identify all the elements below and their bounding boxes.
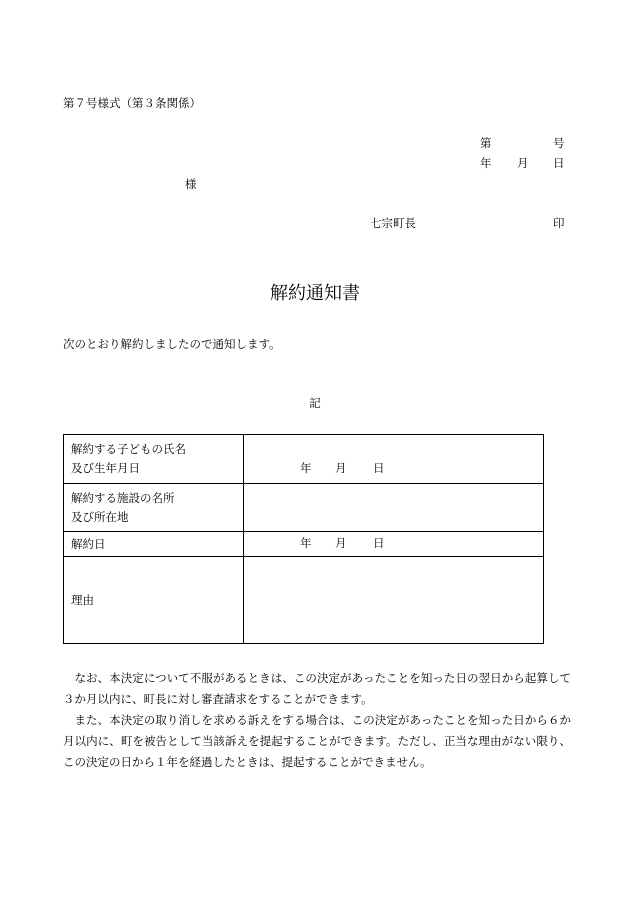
birth-year-label: 年 xyxy=(300,461,312,475)
facility-label-line1: 解約する施設の名所 xyxy=(71,490,175,505)
cancel-day-label: 日 xyxy=(373,536,385,550)
appeal-notice xyxy=(63,668,571,773)
child-label-line2: 及び生年月日 xyxy=(71,461,140,475)
table-row-cancel-date xyxy=(64,532,544,557)
ki-heading: 記 xyxy=(309,396,321,410)
table-row-child xyxy=(64,435,544,484)
birth-month-label: 月 xyxy=(335,461,347,475)
document-title: 解約通知書 xyxy=(270,283,360,304)
issue-date-month: 月 xyxy=(517,156,529,170)
facility-label-line2: 及び所在地 xyxy=(71,509,129,524)
appeal-notice-paragraph-1: なお、本決定について不服があるときは、この決定があったことを知った日の翌日から起算して３か月以内に、町長に対し審査請求をすることができます。 xyxy=(63,671,571,706)
document-number-prefix: 第 xyxy=(480,136,492,150)
cancel-month-label: 月 xyxy=(335,536,347,550)
table-row-facility xyxy=(64,484,544,532)
cancel-date-label: 解約日 xyxy=(64,532,244,557)
issue-date-year: 年 xyxy=(480,156,492,170)
child-value-cell xyxy=(244,435,544,484)
table-row-reason xyxy=(64,557,544,644)
addressee-suffix: 様 xyxy=(185,177,197,191)
form-number: 第７号様式（第３条関係） xyxy=(63,96,201,110)
issuer-name: 七宗町長 xyxy=(370,216,416,230)
birth-day-label: 日 xyxy=(373,461,385,475)
reason-value-cell xyxy=(244,557,544,644)
seal-mark: 印 xyxy=(553,216,565,230)
facility-value-cell xyxy=(244,484,544,532)
intro-text: 次のとおり解約しましたので通知します。 xyxy=(63,337,281,351)
cancel-year-label: 年 xyxy=(300,536,312,550)
document-number-suffix: 号 xyxy=(553,136,565,150)
detail-table xyxy=(63,434,544,644)
issue-date-day: 日 xyxy=(553,156,565,170)
appeal-notice-paragraph-2: また、本決定の取り消しを求める訴えをする場合は、この決定があったことを知った日から６か月以内に、町を被告として当該訴えを提起することができます。ただし、正当な理由がない限り、この決定の日から１年を経過したときは、提起することができません。 xyxy=(63,713,571,769)
facility-label xyxy=(64,484,244,532)
child-label xyxy=(64,435,244,484)
child-label-line1: 解約する子どもの氏名 xyxy=(71,442,186,456)
reason-label: 理由 xyxy=(64,557,244,644)
cancel-date-value-cell xyxy=(244,532,544,557)
